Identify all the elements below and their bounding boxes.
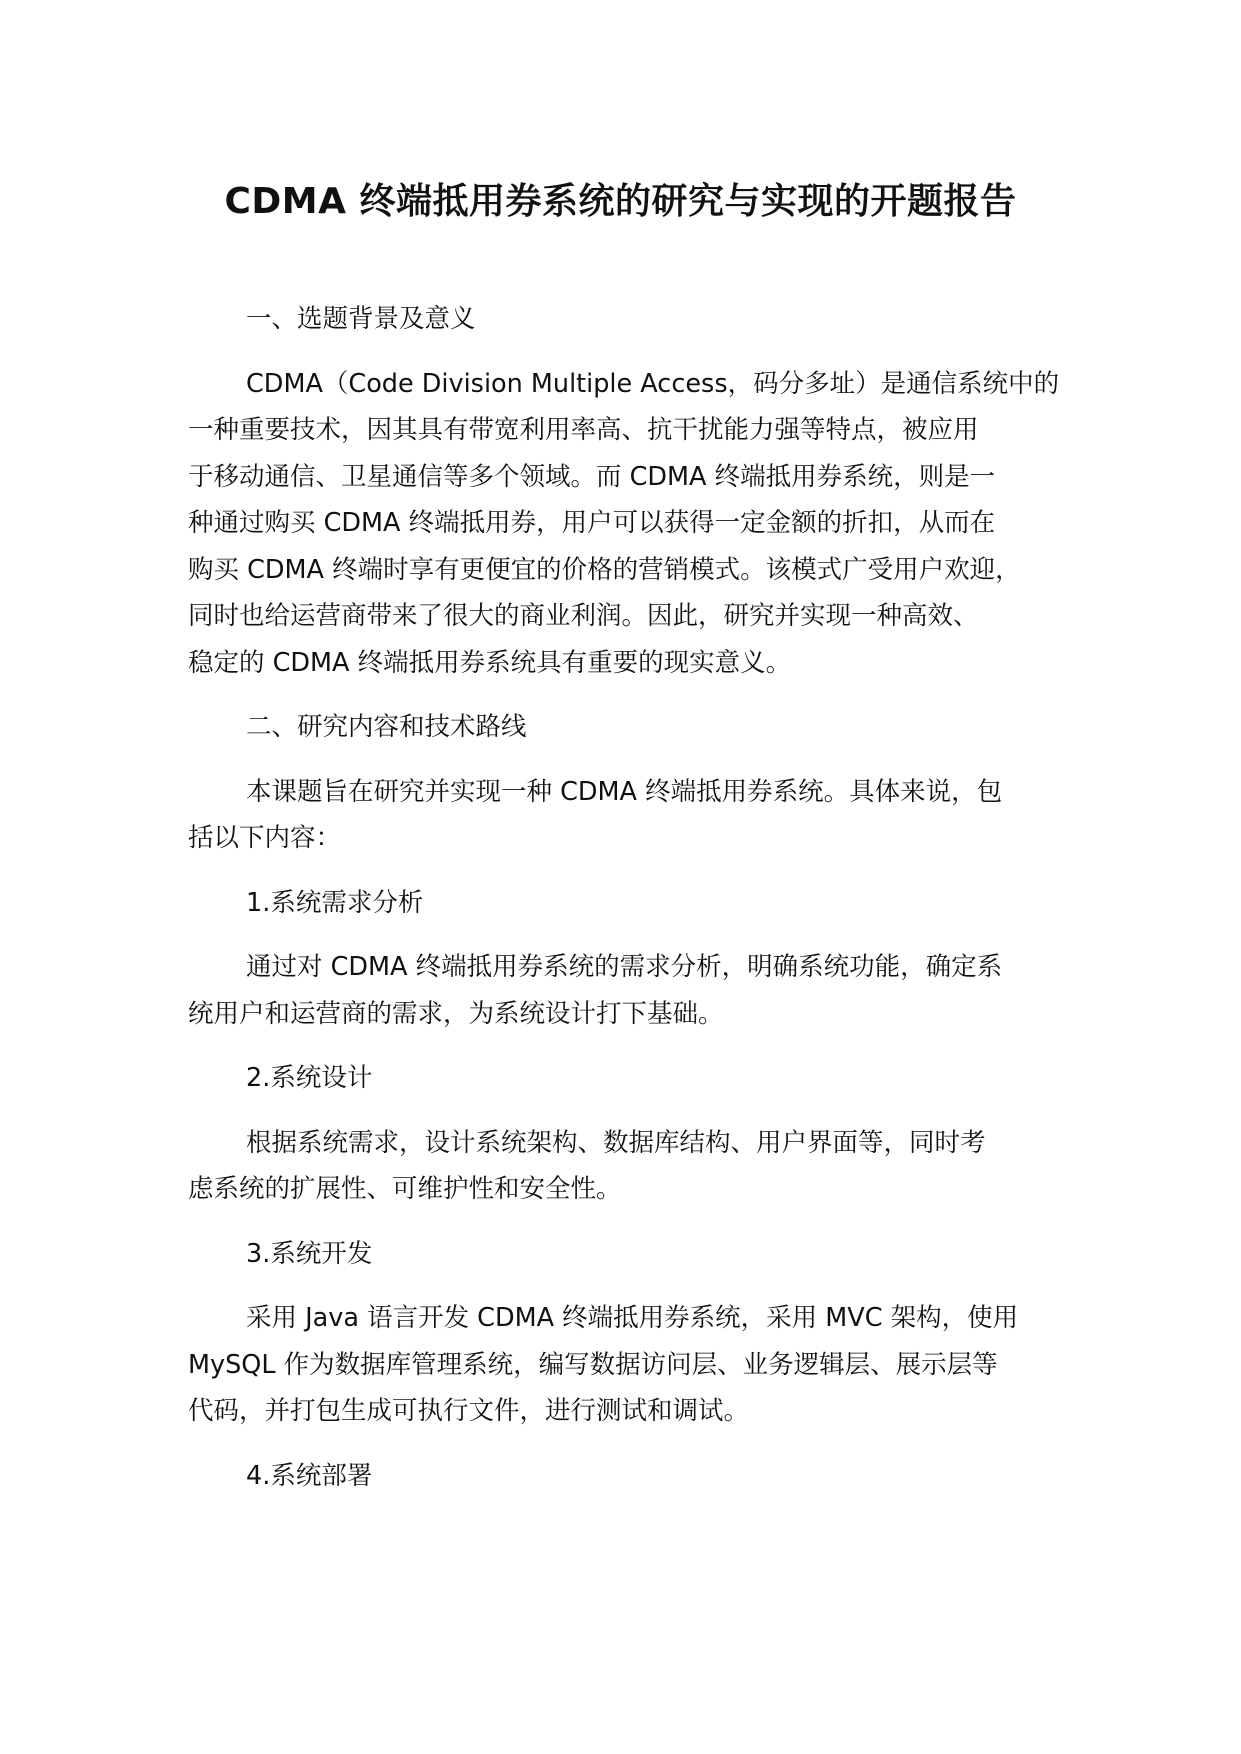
text-line: 虑系统的扩展性、可维护性和安全性。 [188, 1174, 622, 1204]
paragraph-intro [188, 769, 1088, 862]
text-line: 代码，并打包生成可执行文件，进行测试和调试。 [188, 1396, 750, 1426]
text-line: 根据系统需求，设计系统架构、数据库结构、用户界面等，同时考 [246, 1127, 986, 1158]
text-line: 3.系统开发 [246, 1238, 373, 1269]
text-line: 本课题旨在研究并实现一种 CDMA 终端抵用券系统。具体来说，包 [246, 776, 1003, 807]
text-line: 2.系统设计 [246, 1063, 373, 1093]
subheading-development [188, 1231, 1088, 1278]
text-line: 于移动通信、卫星通信等多个领域。而 CDMA 终端抵用券系统，则是一 [188, 461, 996, 492]
paragraph-background [188, 361, 1088, 687]
text-line: 购买 CDMA 终端时享有更便宜的价格的营销模式。该模式广受用户欢迎， [188, 554, 1021, 585]
document-body [188, 296, 1088, 1517]
section-heading-content [188, 704, 1088, 751]
section-heading-background [188, 296, 1088, 343]
subheading-requirements [188, 880, 1088, 927]
text-line: 二、研究内容和技术路线 [246, 712, 527, 742]
text-line: 4.系统部署 [246, 1460, 373, 1491]
text-line: 1.系统需求分析 [246, 887, 424, 918]
paragraph-development [188, 1295, 1088, 1435]
document-title: CDMA 终端抵用券系统的研究与实现的开题报告 [224, 181, 1017, 222]
subheading-deployment [188, 1453, 1088, 1500]
text-line: 一、选题背景及意义 [246, 304, 476, 334]
text-line: 统用户和运营商的需求，为系统设计打下基础。 [188, 998, 724, 1029]
text-line: CDMA（Code Division Multiple Access，码分多址）是通信系统中的 [246, 368, 1060, 399]
text-line: 同时也给运营商带来了很大的商业利润。因此，研究并实现一种高效、 [188, 601, 979, 631]
subheading-design [188, 1055, 1088, 1102]
text-line: 种通过购买 CDMA 终端抵用券，用户可以获得一定金额的折扣，从而在 [188, 508, 996, 538]
paragraph-requirements [188, 944, 1088, 1037]
text-line: 通过对 CDMA 终端抵用券系统的需求分析，明确系统功能，确定系 [246, 952, 1003, 982]
text-line: MySQL 作为数据库管理系统，编写数据访问层、业务逻辑层、展示层等 [188, 1349, 998, 1380]
text-line: 稳定的 CDMA 终端抵用券系统具有重要的现实意义。 [188, 647, 792, 678]
paragraph-design [188, 1120, 1088, 1213]
text-line: 采用 Java 语言开发 CDMA 终端抵用券系统，采用 MVC 架构，使用 [246, 1303, 1019, 1333]
text-line: 括以下内容： [188, 823, 342, 853]
text-line: 一种重要技术，因其具有带宽利用率高、抗干扰能力强等特点，被应用 [188, 415, 979, 445]
